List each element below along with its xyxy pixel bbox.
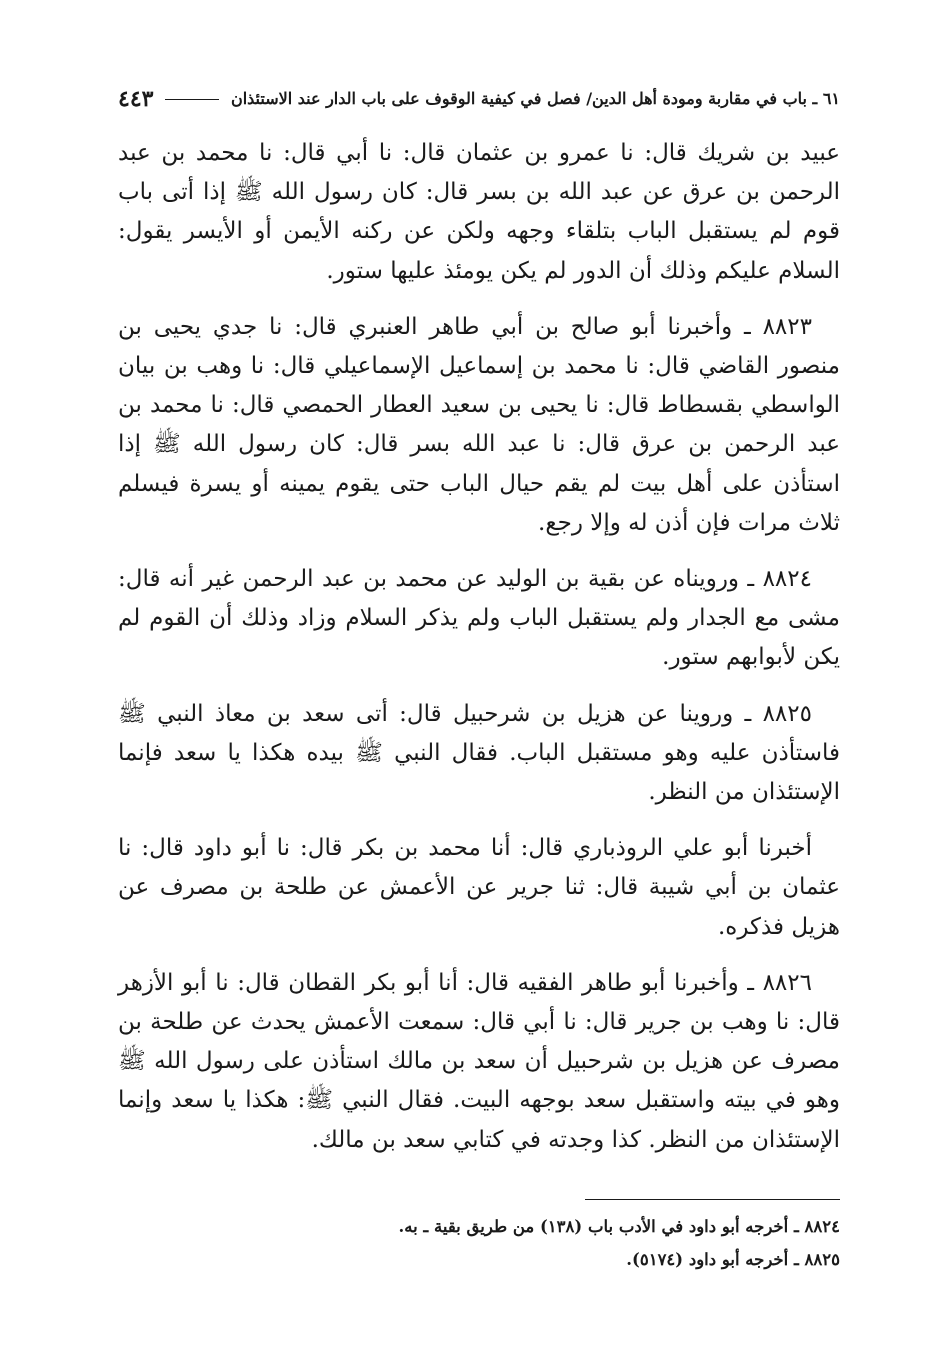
footnote-separator (585, 1199, 840, 1200)
hadith-8824: ٨٨٢٤ ـ ورويناه عن بقية بن الوليد عن محمد بن عبد الرحمن غير أنه قال: مشى مع الجدار ولم يستقبل الباب ولم يذكر السلام وزاد وذلك أن القوم لم يكن لأبوابهم ستور. (118, 566, 840, 671)
paragraph-continuation: عبيد بن شريك قال: نا عمرو بن عثمان قال: نا أبي قال: نا محمد بن عبد الرحمن بن عرق عن عبد الله بن بسر قال: كان رسول الله ﷺ إذا أتى باب قوم لم يستقبل الباب بتلقاء وجهه ولكن عن ركنه الأيمن أو الأيسر يقول: السلام عليكم وذلك أن الدور لم يكن يومئذ عليها ستور. (118, 140, 840, 284)
chapter-title: ٦١ ـ باب في مقاربة ومودة أهل الدين/ فصل في كيفية الوقوف على باب الدار عند الاستئذان (230, 89, 840, 108)
footnotes (118, 1210, 840, 1276)
header-rule (165, 99, 218, 100)
footnote-8825: ٨٨٢٥ ـ أخرجه أبو داود (٥١٧٤). (626, 1250, 840, 1269)
page-number: ٤٤٣ (118, 86, 154, 112)
hadith-8826: ٨٨٢٦ ـ وأخبرنا أبو طاهر الفقيه قال: أنا أبو بكر القطان قال: نا أبو الأزهر قال: نا وهب بن جرير قال: نا أبي قال: سمعت الأعمش يحدث عن طلحة بن مصرف عن هزيل بن شرحبيل أن سعد بن مالك استأذن على رسول الله ﷺ وهو في بيته واستقبل سعد بوجهه البيت. فقال النبي ﷺ: هكذا يا سعد وإنما الإستئذان من النظر. كذا وجدته في كتابي سعد بن مالك. (118, 969, 840, 1153)
hadith-8823: ٨٨٢٣ ـ وأخبرنا أبو صالح بن أبي طاهر العنبري قال: نا جدي يحيى بن منصور القاضي قال: نا محمد بن إسماعيل الإسماعيلي قال: نا وهب بن بيان الواسطي بقسطاط قال: نا يحيى بن سعيد العطار الحمصي قال: نا محمد بن عبد الرحمن بن عرق قال: نا عبد الله بسر قال: كان رسول الله ﷺ إذا استأذن على أهل بيت لم يقم حيال الباب حتى يقوم يمينه أو يسرة فيسلم ثلاث مرات فإن أذن له وإلا رجع. (118, 313, 840, 536)
footnote-8824: ٨٨٢٤ ـ أخرجه أبو داود في الأدب باب (١٣٨) من طريق بقية ـ به. (398, 1217, 840, 1236)
main-text (118, 134, 840, 1177)
running-header (118, 82, 840, 116)
isnad-paragraph: أخبرنا أبو علي الروذباري قال: أنا محمد بن بكر قال: نا أبو داود قال: نا عثمان بن أبي شيبة قال: ثنا جرير عن الأعمش عن طلحة بن مصرف عن هزيل فذكره. (118, 835, 840, 940)
hadith-8825: ٨٨٢٥ ـ وروينا عن هزيل بن شرحبيل قال: أتى سعد بن معاذ النبي ﷺ فاستأذن عليه وهو مستقبل الباب. فقال النبي ﷺ بيده هكذا يا سعد فإنما الإستئذان من النظر. (118, 700, 840, 806)
